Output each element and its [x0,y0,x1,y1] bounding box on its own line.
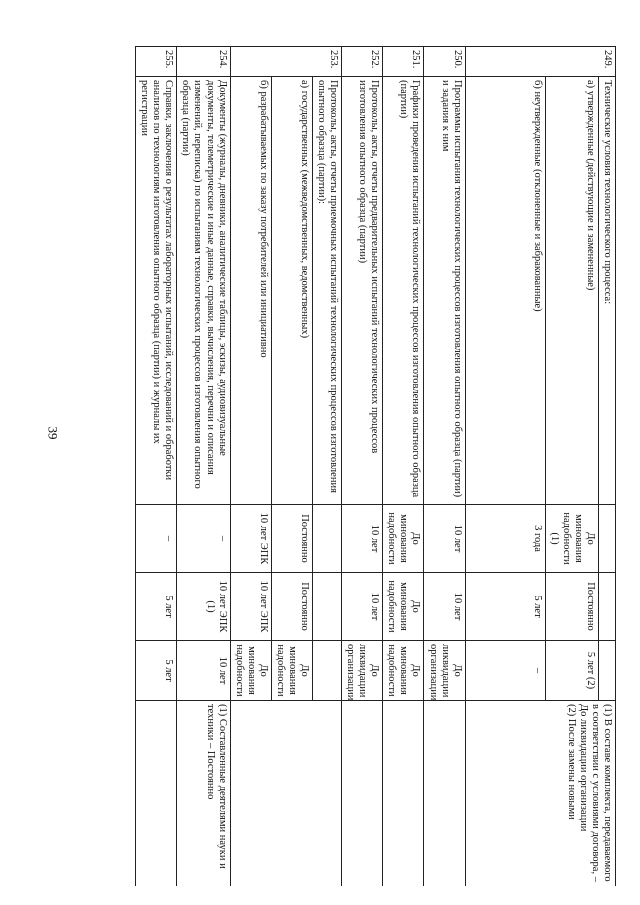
row-number: 251. [383,47,424,77]
item-title: б) неутвержденные (отклоненные и забракованные) [465,77,545,505]
retention-cell [598,505,615,573]
retention-cell: До минования надобности [383,641,424,701]
table-row [342,47,383,887]
item-title: Протоколы, акты, отчеты предварительных испытаний технологических процессов изготовления опытного образца (партии) [342,77,383,505]
retention-cell: 10 лет ЭПК [230,505,271,573]
table-row [136,47,177,887]
retention-cell: 10 лет [424,505,465,573]
row-number: 249. [465,47,615,77]
note-cell [424,701,465,887]
row-number: 250. [424,47,465,77]
row-number: 254. [177,47,230,77]
page-number: 39 [45,426,61,440]
item-title: б) разрабатываемых по заказу потребителей или инициативно [230,77,271,505]
retention-cell [313,641,342,701]
retention-cell [313,573,342,641]
note-cell [342,701,383,887]
retention-table [135,46,616,886]
retention-cell: До минования надобности (1) [545,505,598,573]
note-cell: (1) Составленные деятелями науки и техники – Постоянно [177,701,230,887]
retention-cell: 10 лет ЭПК [230,573,271,641]
item-title: Графики проведения испытаний технологических процессов изготовления опытного образца (партии) [383,77,424,505]
retention-cell: До ликвидации организации [342,641,383,701]
retention-cell: 10 лет ЭПК (1) [177,573,230,641]
note-cell [136,701,177,887]
retention-cell [313,505,342,573]
retention-cell: 5 лет (2) [545,641,598,701]
retention-cell [598,641,615,701]
retention-cell: – [136,505,177,573]
table-row [177,47,230,887]
item-title: Протоколы, акты, отчеты приемочных испытаний технологических процессов изготовления опытного образца (партии): [313,77,342,505]
retention-cell: Постоянно [271,505,312,573]
retention-cell: До минования надобности [383,505,424,573]
table-row [313,47,342,887]
retention-cell: До минования надобности [383,573,424,641]
retention-cell: – [177,505,230,573]
retention-cell: 5 лет [136,573,177,641]
item-title: а) государственных (межведомственных, ведомственных) [271,77,312,505]
table-row [424,47,465,887]
note-cell: (1) В составе комплекта, передаваемого в соответствии с условиями договора, – До ликвидации организации (2) После замены новыми [465,701,615,887]
item-title: Технические условия технологического процесса: [598,77,615,505]
table-row [598,47,615,887]
row-number: 253. [230,47,342,77]
document-sheet [50,46,616,886]
retention-cell: 10 лет [342,505,383,573]
row-number: 255. [136,47,177,77]
item-title: а) утвержденные (действующие и замененные) [545,77,598,505]
item-title: Программы испытания технологических процессов изготовления опытного образца (партии) и задания к ним [424,77,465,505]
retention-cell: 5 лет [136,641,177,701]
retention-cell: 5 лет [465,573,545,641]
retention-cell: Постоянно [545,573,598,641]
retention-cell: 3 года [465,505,545,573]
row-number: 252. [342,47,383,77]
retention-cell: – [465,641,545,701]
table-row [383,47,424,887]
item-title: Справки, заключения о результатах лабораторных испытаний, исследований и обработки анализов по технологиям изготовления опытного образца (партии) и журналы их регистрации [136,77,177,505]
rotated-page [50,46,616,886]
retention-cell: 10 лет [424,573,465,641]
retention-cell: До ликвидации организации [424,641,465,701]
retention-cell: До минования надобности [230,641,271,701]
item-title: Документы (журналы, дневники, аналитические таблицы, эскизы, аудиовизуальные документы, телеметрические и иные данные, справки, вычисления, перечни и описания изменений, переписка) по испытаниям технологических процессов изготовления опытного образца (партии) [177,77,230,505]
retention-cell [598,573,615,641]
note-cell [230,701,342,887]
note-cell [383,701,424,887]
retention-cell: До минования надобности [271,641,312,701]
retention-cell: 10 лет [177,641,230,701]
retention-cell: 10 лет [342,573,383,641]
retention-cell: Постоянно [271,573,312,641]
